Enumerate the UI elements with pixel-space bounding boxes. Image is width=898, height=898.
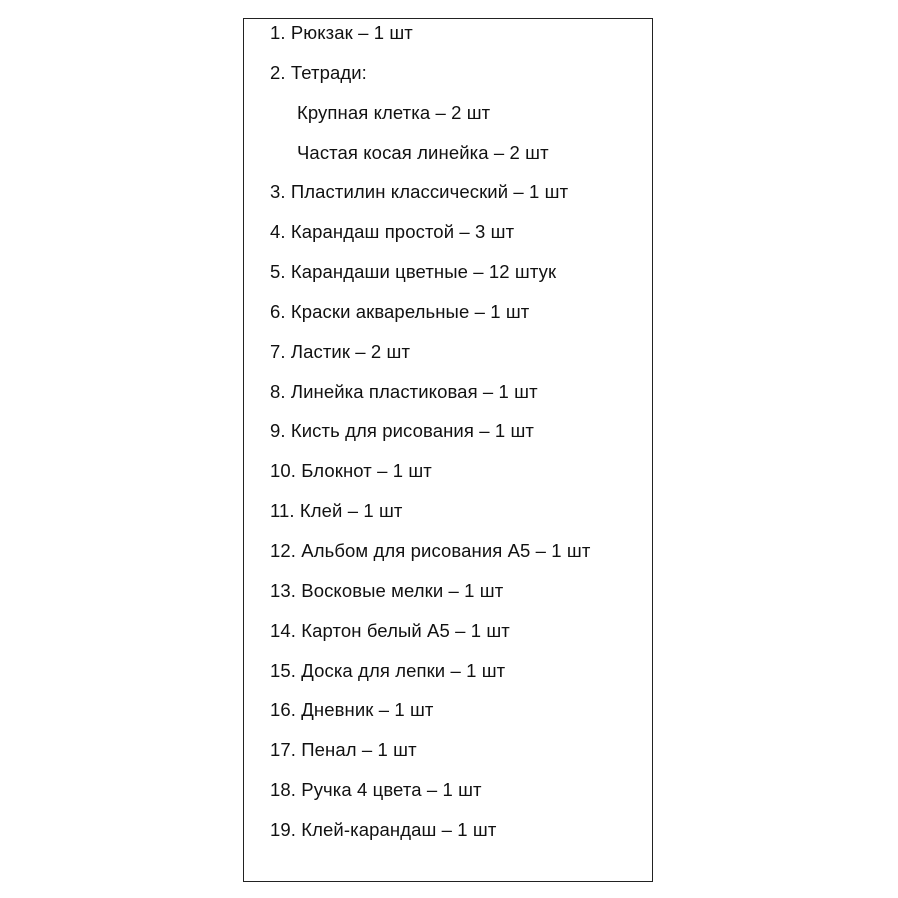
list-item: 9. Кисть для рисования – 1 шт <box>270 420 534 442</box>
list-item: 15. Доска для лепки – 1 шт <box>270 659 506 681</box>
list-item: 18. Ручка 4 цвета – 1 шт <box>270 779 482 801</box>
list-item: 13. Восковые мелки – 1 шт <box>270 579 504 601</box>
supply-list <box>270 20 590 857</box>
list-item: 7. Ластик – 2 шт <box>270 340 411 362</box>
list-item: 17. Пенал – 1 шт <box>270 739 417 761</box>
list-item: 6. Краски акварельные – 1 шт <box>270 300 530 322</box>
sub-list-item: Крупная клетка – 2 шт <box>297 101 491 123</box>
list-item: 12. Альбом для рисования А5 – 1 шт <box>270 539 591 561</box>
list-item: 14. Картон белый А5 – 1 шт <box>270 619 510 641</box>
sub-list-item: Частая косая линейка – 2 шт <box>297 141 549 163</box>
list-item: 5. Карандаши цветные – 12 штук <box>270 261 557 283</box>
list-item: 10. Блокнот – 1 шт <box>270 460 432 482</box>
list-item: 1. Рюкзак – 1 шт <box>270 22 413 43</box>
list-item: 8. Линейка пластиковая – 1 шт <box>270 380 538 402</box>
list-item: 4. Карандаш простой – 3 шт <box>270 221 515 243</box>
list-item: 3. Пластилин классический – 1 шт <box>270 181 569 203</box>
list-item: 16. Дневник – 1 шт <box>270 699 434 721</box>
list-item: 11. Клей – 1 шт <box>270 500 403 522</box>
list-item: 19. Клей-карандаш – 1 шт <box>270 818 497 840</box>
document-page <box>243 18 653 882</box>
list-item: 2. Тетради: <box>270 61 367 83</box>
